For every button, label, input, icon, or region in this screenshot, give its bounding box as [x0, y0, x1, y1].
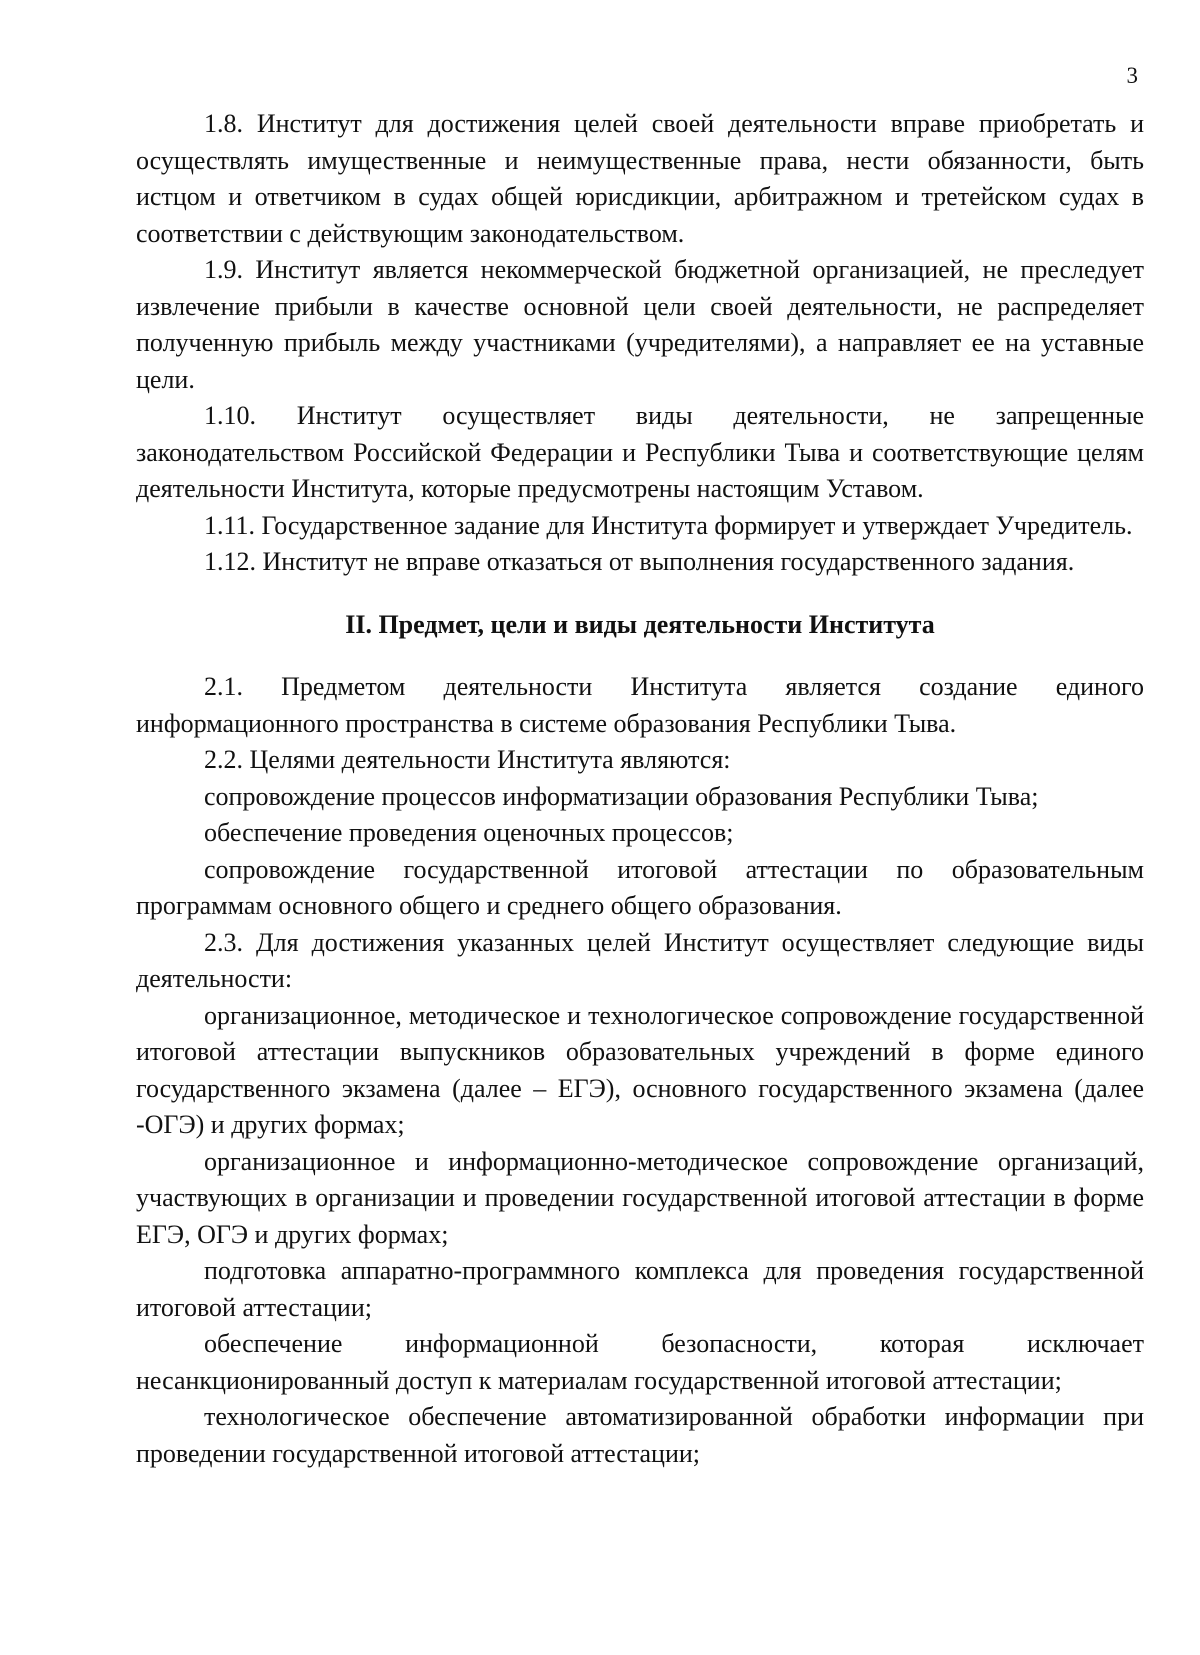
paragraph-1-10: 1.10. Институт осуществляет виды деятельности, не запрещенные законодательством Российской Федерации и Республики Тыва и соответствующие целям деятельности Института, которые предусмотрены настоящим Уставом. — [136, 401, 1144, 503]
paragraph-1-12: 1.12. Институт не вправе отказаться от выполнения государственного задания. — [204, 547, 1075, 576]
paragraph-1-8: 1.8. Институт для достижения целей своей деятельности вправе приобретать и осуществлять имущественные и неимущественные права, нести обязанности, быть истцом и ответчиком в судах общей юрисдикции, арбитражном и третейском судах в соответствии с действующим законодательством. — [136, 109, 1144, 248]
activity-item-2: организационное и информационно-методическое сопровождение организаций, участвующих в организации и проведении государственной итоговой аттестации в форме ЕГЭ, ОГЭ и других формах; — [136, 1146, 1144, 1249]
goal-item-3: сопровождение государственной итоговой аттестации по образовательным программам основного общего и среднего общего образования. — [136, 854, 1144, 920]
paragraph-1-9: 1.9. Институт является некоммерческой бюджетной организацией, не преследует извлечение прибыли в качестве основной цели своей деятельности, не распределяет полученную прибыль между участниками (учредителями), а направляет ее на уставные цели. — [136, 255, 1144, 394]
paragraph-1-11: 1.11. Государственное задание для Института формирует и утверждает Учредитель. — [204, 510, 1133, 540]
goal-item-2: обеспечение проведения оценочных процессов; — [204, 818, 734, 847]
paragraph-2-1: 2.1. Предметом деятельности Института является создание единого информационного пространства в системе образования Республики Тыва. — [136, 672, 1144, 738]
activity-item-5: технологическое обеспечение автоматизированной обработки информации при проведении государственной итоговой аттестации; — [136, 1402, 1144, 1468]
document-body — [136, 106, 1144, 1472]
activity-item-3: подготовка аппаратно-программного комплекса для проведения государственной итоговой аттестации; — [136, 1256, 1144, 1322]
page-number: 3 — [1126, 63, 1138, 88]
activity-item-1: организационное, методическое и технологическое сопровождение государственной итоговой аттестации выпускников образовательных учреждений в форме единого государственного экзамена (далее – ЕГЭ), основного государственного экзамена (далее -ОГЭ) и других формах; — [136, 1000, 1144, 1139]
paragraph-2-3: 2.3. Для достижения указанных целей Институт осуществляет следующие виды деятельности: — [136, 927, 1144, 993]
section-heading-2: II. Предмет, цели и виды деятельности Института — [345, 609, 935, 639]
paragraph-2-2: 2.2. Целями деятельности Института являются: — [204, 745, 731, 774]
activity-item-4: обеспечение информационной безопасности, которая исключает несанкционированный доступ к материалам государственной итоговой аттестации; — [136, 1329, 1144, 1395]
goal-item-1: сопровождение процессов информатизации образования Республики Тыва; — [204, 781, 1039, 811]
